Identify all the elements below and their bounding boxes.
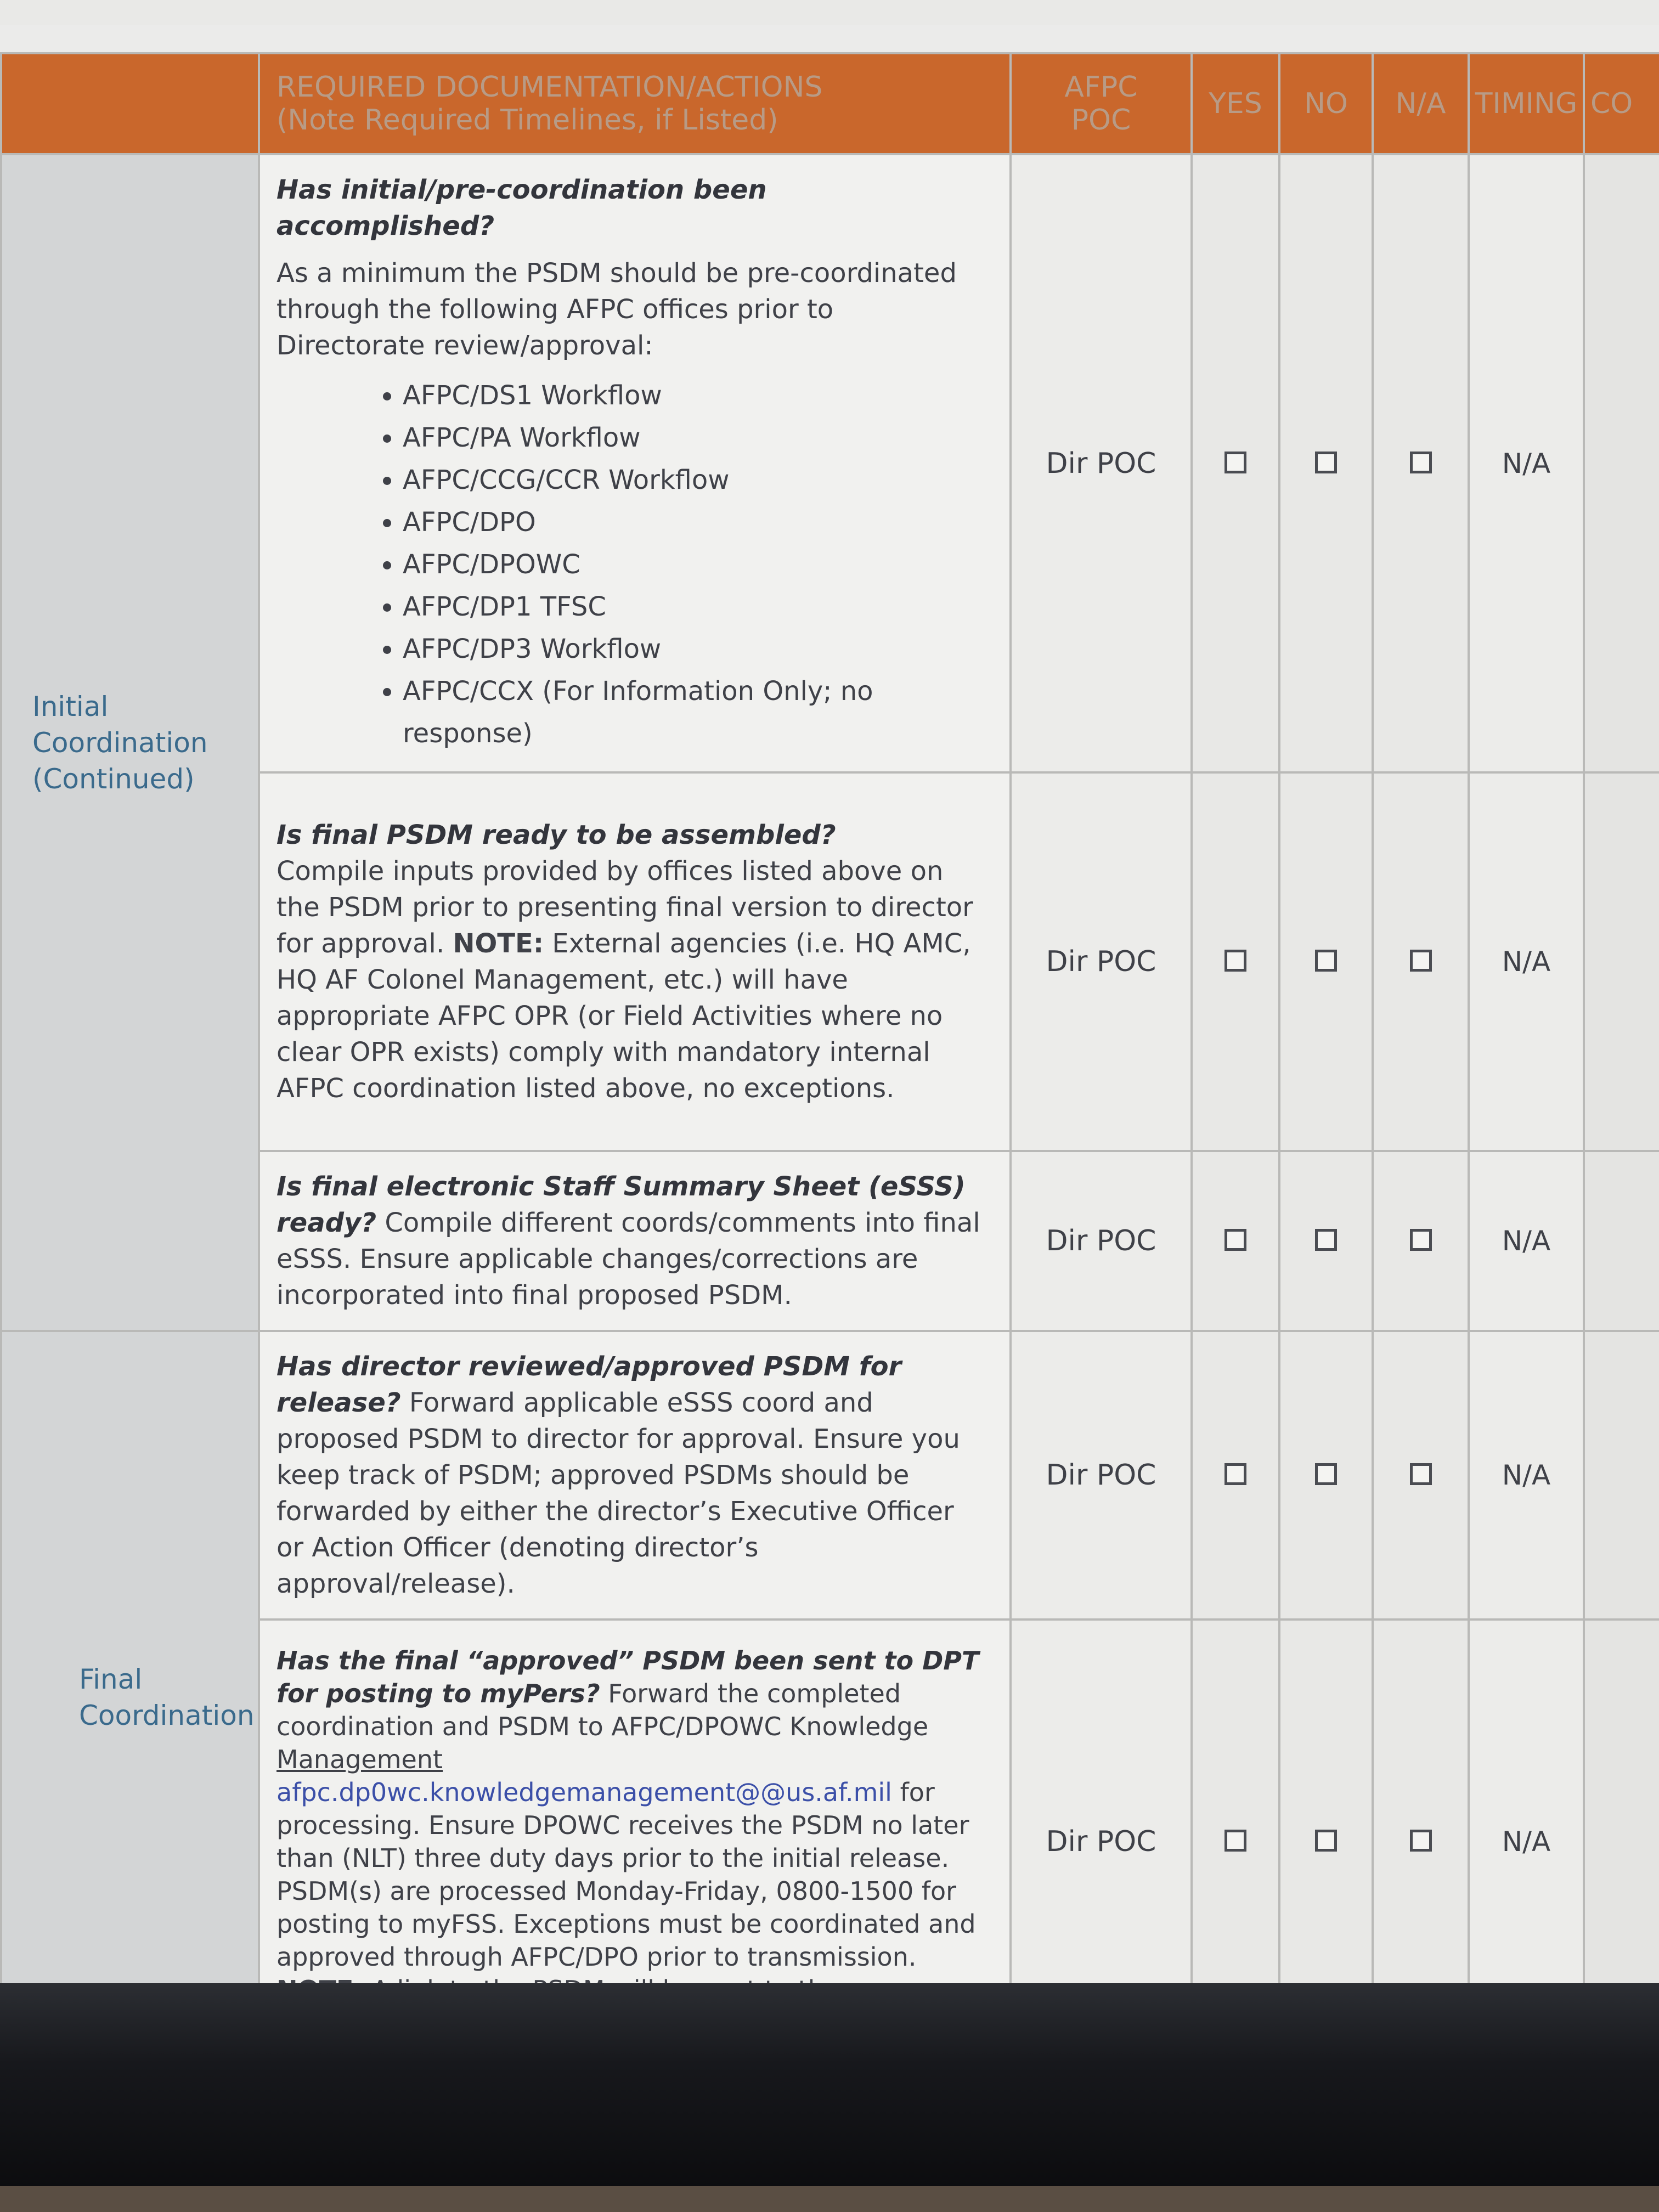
list-item: • AFPC/CCG/CCR Workflow xyxy=(403,459,988,501)
category-line: (Continued) xyxy=(32,763,195,795)
no-cell xyxy=(1279,1151,1373,1331)
header-category xyxy=(1,53,259,154)
header-na: N/A xyxy=(1373,53,1469,154)
yes-checkbox[interactable] xyxy=(1224,1830,1246,1852)
header-required-line1: REQUIRED DOCUMENTATION/ACTIONS xyxy=(276,71,823,104)
no-checkbox[interactable] xyxy=(1315,1830,1337,1852)
yes-cell xyxy=(1192,1331,1279,1620)
requirement-text: As a minimum the PSDM should be pre-coordinated through the following AFPC offices prior to Directorate review/approval: xyxy=(276,258,957,361)
list-item: • AFPC/DP1 TFSC xyxy=(403,586,988,628)
requirement-cell xyxy=(259,154,1011,772)
knowledge-management-label: Management xyxy=(276,1745,443,1774)
no-checkbox[interactable] xyxy=(1315,452,1337,473)
truncated-cell xyxy=(1584,1331,1659,1620)
list-item: • AFPC/CCX (For Information Only; no response) xyxy=(403,670,988,755)
yes-checkbox[interactable] xyxy=(1224,452,1246,473)
category-final-coordination xyxy=(1,1331,259,2064)
category-line: Coordination xyxy=(32,726,208,759)
afpc-poc-value: Dir POC xyxy=(1011,154,1192,772)
yes-checkbox[interactable] xyxy=(1224,1463,1246,1485)
timing-value: N/A xyxy=(1469,1620,1584,2064)
note-label: NOTE: xyxy=(453,928,544,959)
yes-cell xyxy=(1192,772,1279,1151)
requirement-text-part: Compile inputs provided by offices listed above on the PSDM prior to presenting final version to director for approval. xyxy=(276,856,973,959)
list-item: • AFPC/PA Workflow xyxy=(403,417,988,459)
category-line: Coordination xyxy=(79,1700,255,1731)
header-afpc-poc-line1: AFPC xyxy=(1064,71,1138,104)
na-checkbox[interactable] xyxy=(1410,1229,1432,1251)
no-checkbox[interactable] xyxy=(1315,1463,1337,1485)
yes-checkbox[interactable] xyxy=(1224,950,1246,972)
header-row xyxy=(1,53,1659,154)
afpc-poc-value: Dir POC xyxy=(1011,772,1192,1151)
list-item: • AFPC/DS1 Workflow xyxy=(403,375,988,417)
no-cell xyxy=(1279,772,1373,1151)
monitor-bezel xyxy=(0,1983,1659,2212)
category-line: Initial xyxy=(32,690,109,723)
requirement-cell xyxy=(259,1151,1011,1331)
no-cell xyxy=(1279,1331,1373,1620)
desk-edge xyxy=(0,2186,1659,2212)
truncated-cell xyxy=(1584,772,1659,1151)
na-cell xyxy=(1373,772,1469,1151)
afpc-poc-value: Dir POC xyxy=(1011,1620,1192,2064)
header-truncated-column: CO xyxy=(1584,53,1659,154)
timing-value: N/A xyxy=(1469,1331,1584,1620)
requirement-question: Has director reviewed/approved PSDM for release? xyxy=(276,1351,902,1418)
truncated-cell xyxy=(1584,1151,1659,1331)
requirement-text xyxy=(276,1169,988,1313)
requirement-question: Has initial/pre-coordination been accomplished? xyxy=(276,174,767,241)
header-no: NO xyxy=(1279,53,1373,154)
list-item: • AFPC/DPOWC xyxy=(403,544,988,586)
na-cell xyxy=(1373,1151,1469,1331)
requirement-text-part: Compile different coords/comments into final eSSS. Ensure applicable changes/corrections are incorporated into final proposed PSDM. xyxy=(276,1207,980,1311)
category-initial-coordination xyxy=(1,154,259,1331)
requirement-question: Has the final “approved” PSDM been sent to DPT for posting to myPers? xyxy=(276,1646,979,1708)
requirement-text xyxy=(276,1644,988,2039)
email-link[interactable]: afpc.dp0wc.knowledgemanagement@@us.af.mil xyxy=(276,1778,892,1807)
list-item: • AFPC/DP3 Workflow xyxy=(403,628,988,670)
requirement-text-part: Forward applicable eSSS coord and proposed PSDM to director for approval. Ensure you keep track of PSDM; approved PSDMs should be forwarded by either the director’s Executive Officer or Action Officer (denoting director’s approval/release). xyxy=(276,1387,960,1599)
yes-cell xyxy=(1192,1151,1279,1331)
truncated-cell xyxy=(1584,154,1659,772)
na-checkbox[interactable] xyxy=(1410,1463,1432,1485)
na-checkbox[interactable] xyxy=(1410,1830,1432,1852)
afpc-poc-value: Dir POC xyxy=(1011,1331,1192,1620)
na-cell xyxy=(1373,154,1469,772)
office-list xyxy=(276,375,988,755)
header-required-documentation xyxy=(259,53,1011,154)
timing-value: N/A xyxy=(1469,1151,1584,1331)
afpc-poc-value: Dir POC xyxy=(1011,1151,1192,1331)
requirement-question: Is final electronic Staff Summary Sheet (eSSS) ready? xyxy=(276,1171,966,1238)
no-checkbox[interactable] xyxy=(1315,950,1337,972)
na-checkbox[interactable] xyxy=(1410,452,1432,473)
requirement-text xyxy=(276,853,988,1107)
table-row xyxy=(1,1331,1659,1620)
na-cell xyxy=(1373,1331,1469,1620)
requirement-cell xyxy=(259,1331,1011,1620)
list-item: • AFPC/DPO xyxy=(403,501,988,544)
requirement-cell xyxy=(259,772,1011,1151)
document-page xyxy=(0,25,1659,1989)
header-required-line2: (Note Required Timelines, if Listed) xyxy=(276,104,778,137)
requirement-text xyxy=(276,1348,988,1602)
requirement-text-part: for processing. Ensure DPOWC receives the PSDM no later than (NLT) three duty days prior to the initial release. PSDM(s) are processed Monday-Friday, 0800-1500 for posting to myFSS. Exceptions must be coordinated and approved through AFPC/DPO prior to transmission. xyxy=(276,1778,976,1972)
checklist-table xyxy=(0,52,1659,2065)
header-afpc-poc xyxy=(1011,53,1192,154)
no-cell xyxy=(1279,154,1373,772)
category-line: Final xyxy=(79,1663,143,1695)
yes-checkbox[interactable] xyxy=(1224,1229,1246,1251)
header-timing: TIMING xyxy=(1469,53,1584,154)
header-yes: YES xyxy=(1192,53,1279,154)
requirement-text-part: External agencies (i.e. HQ AMC, HQ AF Colonel Management, etc.) will have appropriate AFPC OPR (or Field Activities where no clear OPR exists) comply with mandatory internal AFPC coordination listed above, no exceptions. xyxy=(276,928,971,1104)
na-checkbox[interactable] xyxy=(1410,950,1432,972)
timing-value: N/A xyxy=(1469,154,1584,772)
header-afpc-poc-line2: POC xyxy=(1071,104,1131,137)
timing-value: N/A xyxy=(1469,772,1584,1151)
table-row xyxy=(1,154,1659,772)
requirement-text-part: Forward the completed coordination and PSDM to AFPC/DPOWC Knowledge xyxy=(276,1679,929,1741)
requirement-question: Is final PSDM ready to be assembled? xyxy=(276,820,836,850)
yes-cell xyxy=(1192,154,1279,772)
no-checkbox[interactable] xyxy=(1315,1229,1337,1251)
